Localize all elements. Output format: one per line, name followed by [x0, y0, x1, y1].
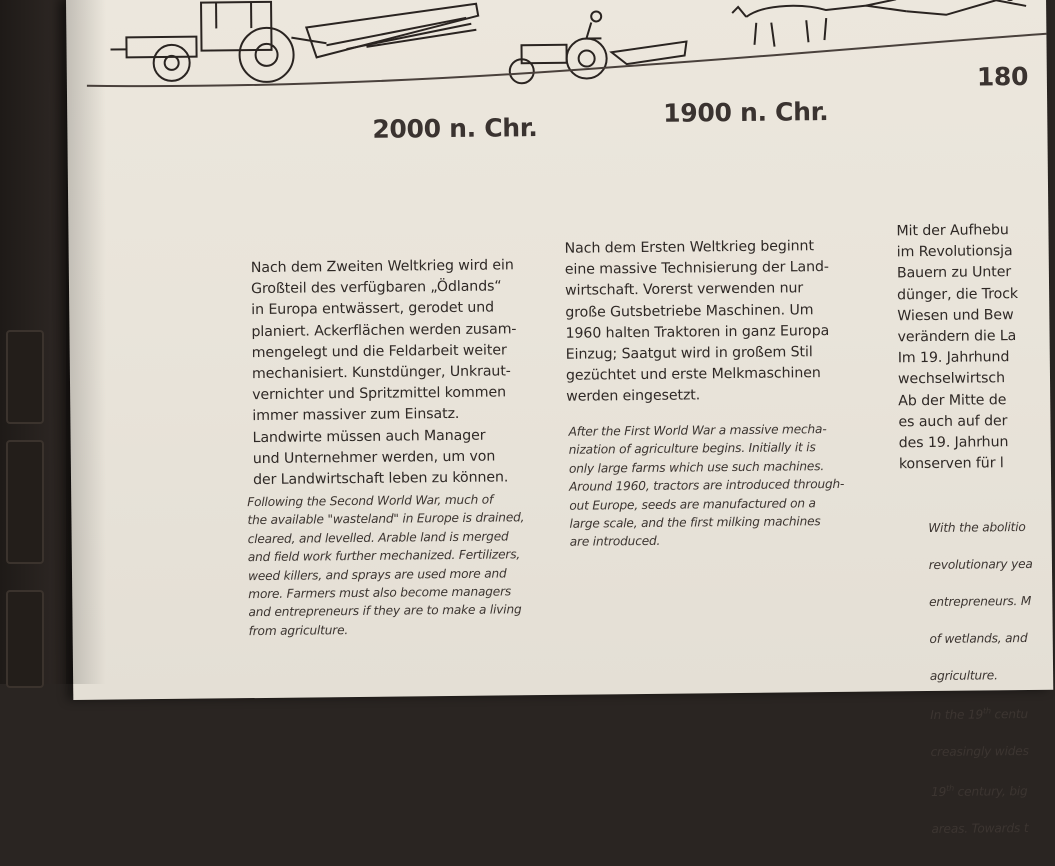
year-label-1900: 1900 n. Chr.	[663, 97, 828, 128]
english-line: of wetlands, and	[929, 631, 1027, 646]
horse-plough-icon	[732, 0, 1027, 47]
english-line: With the abolitio	[928, 520, 1025, 535]
frame-carving	[6, 440, 44, 564]
english-line: In the 19	[930, 708, 983, 723]
english-line: century, big	[954, 784, 1028, 799]
timeline-illustration	[66, 0, 1047, 100]
modern-tractor-icon	[110, 0, 479, 84]
english-line: creasingly wides	[931, 744, 1029, 759]
frame-carving	[6, 590, 44, 688]
superscript: th	[946, 784, 954, 793]
german-text-1800: Mit der Aufhebu im Revolutionsja Bauern zu Unter dünger, die Trock Wiesen und Bew verändern die La Im 19. Jahrhund wechselwirtsch Ab der Mitte de es auch auf der des 19. Jahrhun konserven für l	[896, 220, 1020, 476]
german-text-1900: Nach dem Ersten Weltkrieg beginnt eine massive Technisierung der Land- wirtschaft. Vorerst verwenden nur große Gutsbetriebe Maschinen. Um 1960 halten Traktoren in ganz Europa Einzug; Saatgut wird in großem Stil gezüchtet und erste Melkmaschinen werden eingesetzt.	[565, 236, 831, 408]
english-line: centu	[991, 707, 1028, 721]
german-text-2000: Nach dem Zweiten Weltkrieg wird ein Großteil des verfügbaren „Ödlands“ in Europa entwässert, gerodet und planiert. Ackerflächen werden zusam- mengelegt und die Feldarbeit weiter mechanisiert. Kunstdünger, Unkraut- vernichter und Spritzmittel kommen immer massiver zum Einsatz. Landwirte müssen auch Manager und Unternehmer werden, um von der Landwirtschaft leben zu können.	[251, 255, 518, 491]
year-label-2000: 2000 n. Chr.	[372, 113, 537, 144]
exhibit-panel	[66, 0, 1053, 700]
english-text-2000: Following the Second World War, much of the available "wasteland" in Europe is drained, cleared, and levelled. Arable land is merged and field work further mechanized. Fertilizers, weed killers, and sprays are used more and more. Farmers must also become managers and entrepreneurs if they are to make a living from agriculture.	[247, 490, 525, 640]
english-text-1800	[913, 500, 1035, 857]
frame-carving	[6, 330, 44, 424]
english-line: agriculture.	[930, 668, 998, 683]
year-label-1800-partial: 180	[977, 62, 1029, 92]
superscript: th	[983, 707, 991, 716]
english-line: entrepreneurs. M	[929, 594, 1031, 609]
english-line: areas. Towards t	[931, 821, 1028, 836]
english-text-1900: After the First World War a massive mecha- nization of agriculture begins. Initially it is only large farms which use such machines. Around 1960, tractors are introduced through- out Europe, seeds are manufactured on a large scale, and the first milking machines are introduced.	[568, 420, 844, 552]
english-line: 19	[931, 785, 946, 799]
english-line: revolutionary yea	[929, 557, 1033, 572]
